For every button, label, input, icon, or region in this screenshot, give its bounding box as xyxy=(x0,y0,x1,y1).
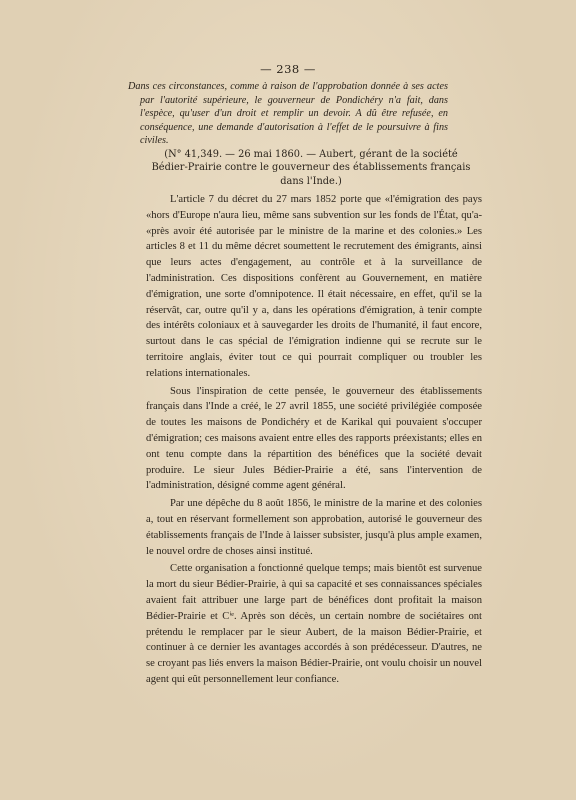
paragraph: Sous l'inspiration de cette pensée, le gouverneur des établissements français dans l'Inde a créé, le 27 avril 1855, une société privilégiée composée de toutes les maisons de Pondichéry et de Karikal qui pouvaient s'occuper d'émigration; ces maisons avaient entre elles des rapports préexistants; elles en ont tenu compte dans la répartition des bénéfices que la société devait produire. Le sieur Jules Bédier-Prairie a été, sans l'intervention de l'administration, désigné comme agent général. xyxy=(146,385,482,492)
body-text xyxy=(146,192,482,690)
page-number: — 238 — xyxy=(260,62,316,76)
case-summary-text: Dans ces circonstances, comme à raison de l'approbation donnée à ses actes par l'autorité supérieure, le gouverneur de Pondichéry n'a fait, dans l'espèce, qu'user d'un droit et remplir un devoir. A dû être refusée, en conséquence, une demande d'autorisation à l'effet de le poursuivre à fins civiles. xyxy=(128,81,448,147)
case-summary xyxy=(128,80,448,148)
paragraph: Cette organisation a fonctionné quelque temps; mais bientôt est survenue la mort du sieur Bédier-Prairie, à qui sa capacité et ses connaissances spéciales avaient fait attribuer une large part de bénéfices dont profitait la maison Bédier-Prairie et Cⁱᵉ. Après son décès, un certain nombre de sociétaires ont prétendu le remplacer par le sieur Aubert, de la maison Bédier-Prairie, et continuer à ce dernier les avantages accordés à son prédécesseur. D'autres, ne se croyant pas liés envers la maison Bédier-Prairie, ont voulu choisir un nouvel agent qui eût personnellement leur confiance. xyxy=(146,563,482,685)
paragraph: Par une dépêche du 8 août 1856, le ministre de la marine et des colonies a, tout en réservant formellement son approbation, autorisé le gouverneur des établissements français de l'Inde à laisser subsister, jusqu'à plus ample examen, le nouvel ordre de choses ainsi institué. xyxy=(146,498,482,557)
paragraph: L'article 7 du décret du 27 mars 1852 porte que «l'émigration des pays «hors d'Europe n'aura lieu, même sans subvention sur les fonds de l'État, qu'a- «près avoir été autorisée par le ministre de la marine et des colonies.» Les articles 8 et 11 du même décret soumettent le recrutement des émigrants, ainsi que leurs actes d'engagement, au contrôle et à la surveillance de l'administration. Ces dispositions confèrent au Gouvernement, en matière d'émigration, une sorte d'omnipotence. Il était nécessaire, en effet, qu'il se la réservât, car, outre qu'il y a, dans les opérations d'émigration, à tenir compte des intérêts coloniaux et à sauvegarder les droits de l'humanité, il faut encore, surtout dans le cas spécial de l'émigration indienne qui se recrute sur le territoire anglais, éviter tout ce qui pourrait compliquer ou troubler les relations internationales. xyxy=(146,194,482,379)
case-citation: (N° 41,349. — 26 mai 1860. — Aubert, gérant de la société Bédier-Prairie contre le gouverneur des établissements français dans l'Inde.) xyxy=(151,149,471,187)
